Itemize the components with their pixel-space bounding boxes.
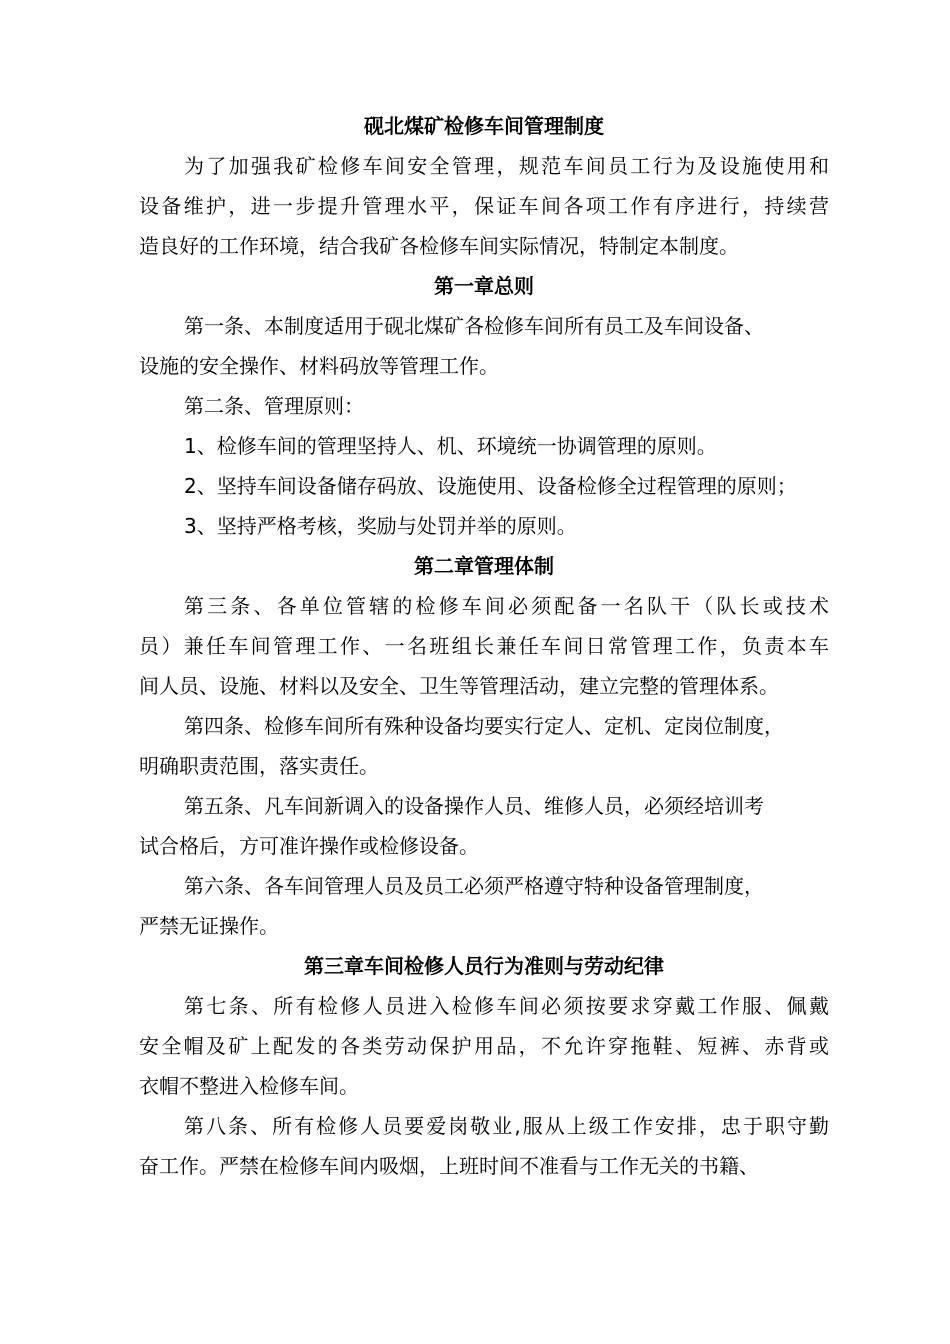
article-4-line-1: 第四条、检修车间所有殊种设备均要实行定人、定机、定岗位制度， <box>184 714 784 738</box>
article-5-line-1: 第五条、凡车间新调入的设备操作人员、维修人员，必须经培训考 <box>184 794 764 818</box>
article-1-line-2: 设施的安全操作、材料码放等管理工作。 <box>139 354 499 378</box>
article-8-line-2: 奋工作。严禁在检修车间内吸烟，上班时间不准看与工作无关的书籍、 <box>139 1154 759 1178</box>
chapter-1-heading: 第一章总则 <box>434 274 534 298</box>
intro-line-3: 造良好的工作环境，结合我矿各检修车间实际情况，特制定本制度。 <box>139 234 739 258</box>
article-8-line-1: 第八条、所有检修人员要爱岗敬业,服从上级工作安排，忠于职守勤 <box>184 1114 829 1138</box>
article-5-line-2: 试合格后，方可准许操作或检修设备。 <box>139 834 479 858</box>
article-7-line-2: 安全帽及矿上配发的各类劳动保护用品，不允许穿拖鞋、短裤、赤背或 <box>139 1034 829 1058</box>
principle-3: 3、坚持严格考核，奖励与处罚并举的原则。 <box>184 514 577 538</box>
article-2: 第二条、管理原则： <box>184 394 364 418</box>
article-3-line-3: 间人员、设施、材料以及安全、卫生等管理活动，建立完整的管理体系。 <box>139 674 779 698</box>
article-7-line-1: 第七条、所有检修人员进入检修车间必须按要求穿戴工作服、佩戴 <box>184 994 829 1018</box>
article-7-line-3: 衣帽不整进入检修车间。 <box>139 1074 359 1098</box>
article-4-line-2: 明确职责范围，落实责任。 <box>139 754 379 778</box>
intro-line-2: 设备维护，进一步提升管理水平，保证车间各项工作有序进行，持续营 <box>139 194 829 218</box>
article-6-line-2: 严禁无证操作。 <box>139 914 279 938</box>
document-page <box>139 106 829 1186</box>
principle-1: 1、检修车间的管理坚持人、机、环境统一协调管理的原则。 <box>184 434 717 458</box>
intro-line-1: 为了加强我矿检修车间安全管理，规范车间员工行为及设施使用和 <box>184 154 829 178</box>
chapter-2-heading: 第二章管理体制 <box>414 554 554 578</box>
article-3-line-2: 员）兼任车间管理工作、一名班组长兼任车间日常管理工作，负责本车 <box>139 634 829 658</box>
article-6-line-1: 第六条、各车间管理人员及员工必须严格遵守特种设备管理制度， <box>184 874 764 898</box>
chapter-3-heading: 第三章车间检修人员行为准则与劳动纪律 <box>304 954 664 978</box>
article-1-line-1: 第一条、本制度适用于砚北煤矿各检修车间所有员工及车间设备、 <box>184 314 764 338</box>
document-title: 砚北煤矿检修车间管理制度 <box>364 114 604 138</box>
principle-2: 2、坚持车间设备储存码放、设施使用、设备检修全过程管理的原则； <box>184 474 797 498</box>
article-3-line-1: 第三条、各单位管辖的检修车间必须配备一名队干（队长或技术 <box>184 594 829 618</box>
